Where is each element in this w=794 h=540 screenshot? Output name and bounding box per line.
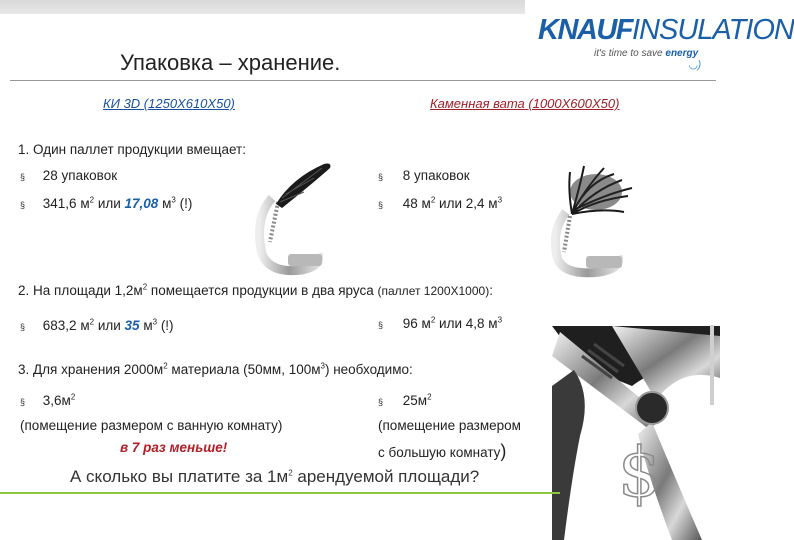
right-note-line2: с большую комнату) (378, 441, 507, 461)
title-divider (10, 80, 716, 81)
pliers-dollar-photo (552, 326, 720, 540)
section3-heading: 3. Для хранения $2000м^2$ материала (50мм, $100м^3$) необходимо: (18, 361, 413, 377)
column-heading-right: Каменная вата (1000X600X50) (430, 96, 620, 111)
page-title: Упаковка – хранение. (120, 50, 341, 75)
feather-clamp-photo (252, 158, 344, 276)
brand-logo (538, 14, 794, 76)
list-item: § $25м^2$ (378, 392, 432, 408)
list-item: § $3,6м^2$ (20, 392, 76, 408)
list-item: § 8 упаковок (378, 168, 470, 183)
side-accent-bar (710, 325, 714, 405)
brand-tagline: it's time to save energy ◡) (594, 48, 702, 71)
section1-heading: 1. Один паллет продукции вмещает: (18, 142, 246, 157)
brand-wordmark: KNAUFINSULATION (538, 14, 794, 46)
list-item: § 28 упаковок (20, 168, 118, 183)
closing-question: А сколько вы платите за $1м^2$ арендуемой площади? (70, 467, 480, 486)
left-note: (помещение размером с ванную комнату) (20, 418, 283, 433)
footer-divider (0, 492, 560, 494)
section2-heading: 2. На площади $1,2м^2$ помещается продукции в два яруса (паллет 1200X1000): (18, 282, 493, 298)
list-item: § 48 $м^2$ или 2,4 $м^3$ (378, 195, 503, 211)
list-item: § 683,2 $м^2$ или 35 $м^3$ (!) (20, 317, 174, 333)
feather-clamp-photo (544, 160, 642, 278)
top-gray-bar (0, 0, 525, 14)
svg-text:$: $ (618, 434, 662, 513)
list-item: § 96 $м^2$ или 4,8 $м^3$ (378, 315, 503, 331)
list-item: § 341,6 $м^2$ или 17,08 $м^3$ (!) (20, 195, 193, 211)
column-heading-left: КИ 3D (1250X610X50) (103, 96, 235, 111)
emphasis-note: в 7 раз меньше! (120, 440, 228, 455)
right-note-line1: (помещение размером (378, 418, 521, 433)
